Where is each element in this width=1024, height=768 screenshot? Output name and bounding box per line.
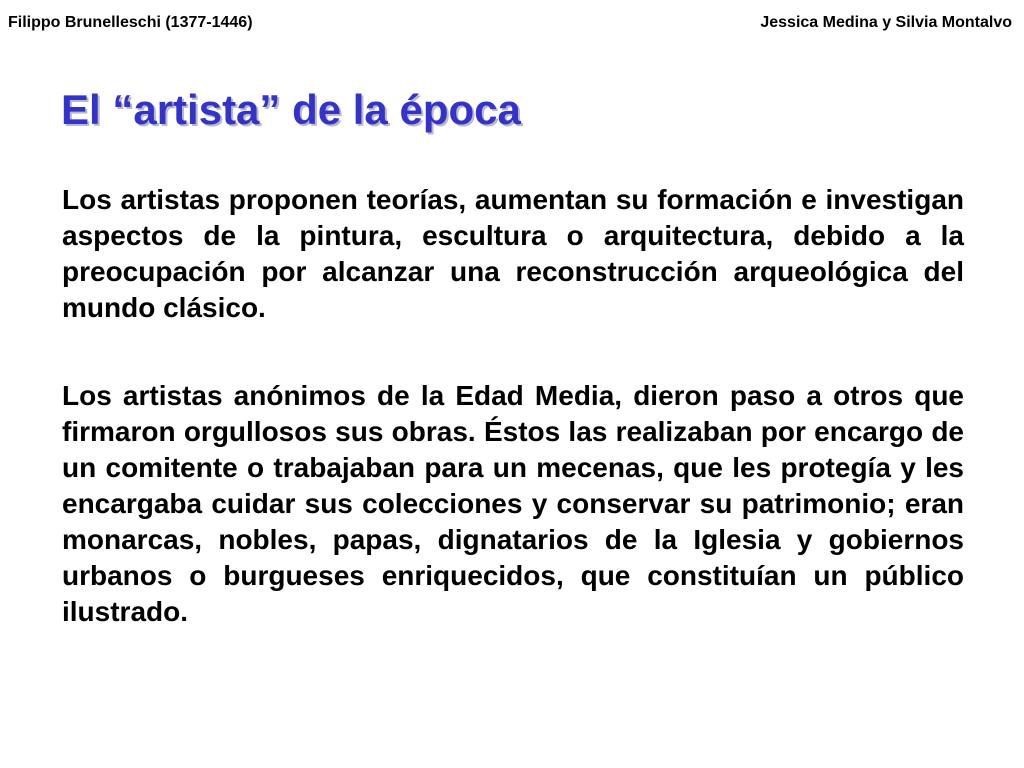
- slide-title: El “artista” de la época: [61, 86, 521, 133]
- header-slide-topic: Filippo Brunelleschi (1377-1446): [8, 14, 253, 31]
- paragraph-2: Los artistas anónimos de la Edad Media, dieron paso a otros que firmaron orgullosos sus obras. Éstos las realizaban por encargo de un comitente o trabajaban para un mecenas, que les protegía y les encargaba cuidar sus colecciones y conservar su patrimonio; eran monarcas, nobles, papas, dignatarios de la Iglesia y gobiernos urbanos o burgueses enriquecidos, que constituían un público ilustrado.: [62, 380, 964, 627]
- header-authors: Jessica Medina y Silvia Montalvo: [760, 14, 1012, 31]
- slide-body: [62, 182, 964, 630]
- paragraph-1: Los artistas proponen teorías, aumentan su formación e investigan aspectos de la pintura, escultura o arquitectura, debido a la preocupación por alcanzar una reconstrucción arqueológica del mundo clásico.: [62, 184, 964, 323]
